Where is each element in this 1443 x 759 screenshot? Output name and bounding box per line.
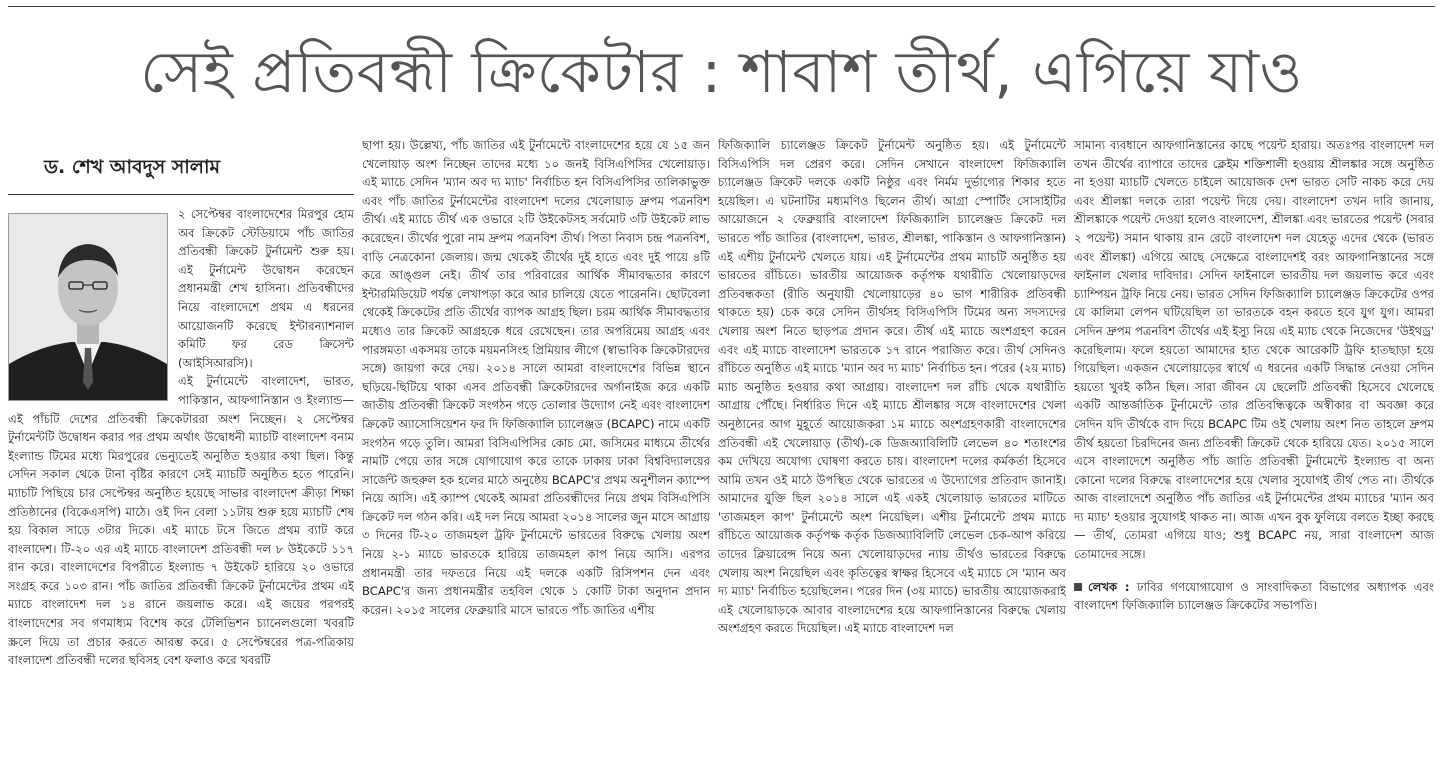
headline: সেই প্রতিবন্ধী ক্রিকেটার : শাবাশ তীর্থ, এগিয়ে যাও (140, 38, 1303, 106)
paragraph-col1: এই টুর্নামেন্টে বাংলাদেশ, ভারত, পাকিস্তান, আফগানিস্তান ও ইংল্যান্ড— এই পাঁচটি দেশের প্রতিবন্ধী ক্রিকেটাররা অংশ নিচ্ছেন। ২ সেপ্টেম্বর টুর্নামেন্টটি উদ্বোধন করার পর প্রথম অর্থাৎ উদ্বোধনী ম্যাচটি বাংলাদেশ বনাম ইংল্যান্ড টিমের মধ্যে মিরপুরের ভেন্যুতেই অনুষ্ঠিত হওয়ার কথা ছিল। কিন্তু সেদিন সকাল থেকে টানা বৃষ্টির কারণে সেই ম্যাচটি অনুষ্ঠিত হতে পারেনি। ম্যাচটি পিছিয়ে চার সেপ্টেম্বর অনুষ্ঠিত হয়েছে সাভার বাংলাদেশ ক্রীড়া শিক্ষা প্রতিষ্ঠানের (বিকেএসপি) মাঠে। ওই দিন বেলা ১১টায় শুরু হয়ে ম্যাচটি শেষ হয় বিকাল সাড়ে ৩টার দিকে। এই ম্যাচে টসে জিতে প্রথম ব্যাট করে বাংলাদেশ। টি-২০ এর এই ম্যাচে বাংলাদেশ প্রতিবন্ধী দল ৮ উইকেটে ১১৭ রান করে। বাংলাদেশের বিপরীতে ইংল্যান্ড ৭ উইকেট হারিয়ে ২০ ওভারে সংগ্রহ করে ১০৩ রান। পাঁচ জাতির প্রতিবন্ধী ক্রিকেট টুর্নামেন্টের প্রথম এই ম্যাচে বাংলাদেশ দল ১৪ রানে জয়লাভ করে। এই জয়ের পরপরই বাংলাদেশের সব গণমাধ্যম বিশেষ করে টেলিভিশন চ্যানেলগুলো খবরটি স্ক্রলে দিয়ে তা প্রচার করতে আরম্ভ করে। ৫ সেপ্টেম্বরের পত্র-পত্রিকায় বাংলাদেশ প্রতিবন্ধী দলের ছবিসহ বেশ ফলাও করে খবরটি (8, 374, 354, 668)
author-photo-icon (9, 214, 167, 400)
author-note-text: ঢাবির গণযোগাযোগ ও সাংবাদিকতা বিভাগের অধ্যাপক এবং বাংলাদেশ ফিজিক্যালি চ্যালেঞ্জড ক্রিকেটের সভাপতি। (1074, 579, 1434, 613)
column-3 (718, 136, 1066, 759)
byline-rule (8, 194, 354, 195)
paragraph-intro: ২ সেপ্টেম্বর বাংলাদেশের মিরপুর হোম অব ক্রিকেট স্টেডিয়ামে পাঁচ জাতির প্রতিবন্ধী ক্রিকেট টুর্নামেন্ট শুরু হয়। এই টুর্নামেন্ট উদ্বোধন করেছেন প্রধানমন্ত্রী শেখ হাসিনা। প্রতিবন্ধীদের নিয়ে বাংলাদেশে প্রথম এ ধরনের আয়োজনটি করেছে ইন্টারন্যাশনাল কমিটি ফর রেড ক্রিসেন্ট (আইসিআরসি)। (178, 207, 354, 370)
column-2 (362, 136, 710, 759)
author-note (1074, 578, 1434, 615)
paragraph-col2: ছাপা হয়। উল্লেখ্য, পাঁচ জাতির এই টুর্নামেন্টে বাংলাদেশের হয়ে যে ১৫ জন খেলোয়াড় অংশ নিচ্ছেন তাদের মধ্যে ১০ জনই বিসিএপিসির খেলোয়াড়। এই ম্যাচে সেদিন 'ম্যান অব দ্য ম্যাচ' নির্বাচিত হন বিসিএপিসির তালিকাভুক্ত এবং পাঁচ জাতির টুর্নামেন্টের বাংলাদেশ দলের খেলোয়াড় দ্রুপম পত্রনবিশ তীর্থ। এই ম্যাচে তীর্থ এক ওভারে ২টি উইকেটসহ সর্বমোট ৩টি উইকেট লাভ করেছেন। তীর্থের পুরো নাম দ্রুপম পত্রনবিশ তীর্থ। পিতা নিবাস চন্দ্র পত্রনবিশ, বাড়ি নেত্রকোনা জেলায়। জন্ম থেকেই তীর্থের দুই হাতে এবং দুই পায়ে ৪টি করে আঙ্গুল নেই। তীর্থ তার পরিবারের আর্থিক সীমাবদ্ধতার কারণে ইন্টারমিডিয়েট পর্যন্ত লেখাপড়া করে আর চালিয়ে যেতে পারেননি। ছোটবেলা থেকেই ক্রিকেটের প্রতি তীর্থের ব্যাপক আগ্রহ ছিল। চরম আর্থিক সীমাবদ্ধতার মধ্যেও তার ক্রিকেট আগ্রহকে ধরে রেখেছেন। তার অপরিমেয় আগ্রহ এবং পারঙ্গমতা একসময় তাকে ময়মনসিংহ প্রিমিয়ার লীগে (স্বাভাবিক ক্রিকেটারদের সঙ্গে) জায়গা করে দেয়। ২০১৪ সালে আমরা বাংলাদেশের বিভিন্ন স্থানে ছড়িয়ে-ছিটিয়ে থাকা এসব প্রতিবন্ধী ক্রিকেটারদের অর্গানাইজ করে একটি জাতীয় প্রতিবন্ধী ক্রিকেট সংগঠন গড়ে তোলার উদ্যোগ নেই এবং বাংলাদেশ ক্রিকেট অ্যাসোসিয়েশন ফর দি ফিজিক্যালি চ্যালেঞ্জড (BCAPC) নামে একটি সংগঠন গড়ে তুলি। আমরা বিসিএপিসির কোচ মো. জসিমের মাধ্যমে তীর্থের নামটি পেয়ে তার সঙ্গে যোগাযোগ করে তাকে ঢাকায় ঢাকা বিশ্ববিদ্যালয়ের সার্জেন্ট জহুরুল হক হলের মাঠে অনুষ্ঠেয় BCAPC'র প্রথম অনুশীলন ক্যাম্পে নিয়ে আসি। এই ক্যাম্প থেকেই আমরা প্রতিবন্ধীদের নিয়ে প্রথম বিসিএপিসি ক্রিকেট দল গঠন করি। এই দল নিয়ে আমরা ২০১৪ সালের জুন মাসে আগ্রায় ৩ দিনের টি-২০ তাজমহল ট্রফি টুর্নামেন্টে ভারতের বিরুদ্ধে খেলায় অংশ নিয়ে ২-১ ম্যাচে ভারতকে হারিয়ে তাজমহল কাপ নিয়ে আসি। এরপর প্রধানমন্ত্রী তার দফতরে নিয়ে এই দলকে একটি রিসিপশন দেন এবং BCAPC'র জন্য প্রধানমন্ত্রীর তহবিল থেকে ১ কোটি টাকা অনুদান প্রদান করেন। ২০১৫ সালের ফেব্রুয়ারি মাসে ভারতে পাঁচ জাতির এশীয় (362, 138, 710, 617)
column-4 (1074, 136, 1434, 759)
top-rule (8, 6, 1435, 7)
author-note-label: লেখক : (1088, 579, 1130, 594)
paragraph-col4: সামান্য ব্যবধানে আফগানিস্তানের কাছে পয়েন্ট হারায়। অতঃপর বাংলাদেশ দল তখন তীর্থের ব্যাপারে তাদের ক্লেইম শক্তিশালী হওয়ায় শ্রীলঙ্কার সঙ্গে অনুষ্ঠিত না হওয়া ম্যাচটি খেলতে চাইলে আয়োজক দেশ ভারত সেটি নাকচ করে দেয় এবং শ্রীলঙ্কা দলকে তারা পয়েন্ট দিয়ে দেয়। বাংলাদেশ তখন দাবি জানায়, শ্রীলঙ্কাকে পয়েন্ট দেওয়া হলেও বাংলাদেশ, শ্রীলঙ্কা এবং ভারতের পয়েন্ট (সবার ২ পয়েন্ট) সমান থাকায় রান রেটে বাংলাদেশ দল যেহেতু এদের থেকে (ভারত এবং শ্রীলঙ্কা) এগিয়ে আছে সেক্ষেত্রে বাংলাদেশই বরং আফগানিস্তানের সঙ্গে ফাইনাল খেলার দাবিদার। সেদিন ফাইনালে ভারতীয় দল জয়লাভ করে এবং চ্যাম্পিয়ন ট্রফি নিয়ে নেয়। ভারত সেদিন ফিজিক্যালি চ্যালেঞ্জড ক্রিকেটের ওপর যে কালিমা লেপন ঘটিয়েছিল তা ভারতকে বহন করতে হবে যুগ যুগ। আমরা সেদিন দ্রুপম পত্রনবিশ তীর্থের এই ইস্যু নিয়ে এই ম্যাচ থেকে নিজেদের 'উইথড্র' করেছিলাম। ফলে হয়তো আমাদের হাত থেকে আরেকটি ট্রফি হাতছাড়া হয়ে গিয়েছিল। একজন খেলোয়াড়ের স্বার্থে এ ধরনের একটি সিদ্ধান্ত নেওয়া সেদিন হয়তো খুবই কঠিন ছিল। সারা জীবন যে ছেলেটি প্রতিবন্ধী হিসেবে খেলেছে একটি আন্তর্জাতিক টুর্নামেন্টে তার প্রতিবন্ধিত্বকে অস্বীকার বা অবজ্ঞা করে সেদিন যদি তীর্থকে বাদ দিয়ে BCAPC টিম ওই খেলায় অংশ নিত তাহলে দ্রুপম তীর্থ হয়তো চিরদিনের জন্য প্রতিবন্ধী ক্রিকেট থেকে হারিয়ে যেত। ২০১৫ সালে এসে বাংলাদেশে অনুষ্ঠিত পাঁচ জাতি প্রতিবন্ধী টুর্নামেন্টে ইংল্যান্ড বা অন্য কোনো দলের বিরুদ্ধে বাংলাদেশের হয়ে খেলার সুযোগই তীর্থ পেত না। তীর্থকে আজ বাংলাদেশে অনুষ্ঠিত পাঁচ জাতির এই টুর্নামেন্টের প্রথম ম্যাচের 'ম্যান অব দ্য ম্যাচ' হওয়ার সুযোগই থাকত না। আজ এখন বুক ফুলিয়ে বলতে ইচ্ছা করছে— তীর্থ, তোমরা এগিয়ে যাও; শুধু BCAPC নয়, সারা বাংলাদেশ আজ তোমাদের সঙ্গে। (1074, 138, 1434, 562)
paragraph-col3: ফিজিক্যালি চ্যালেঞ্জড ক্রিকেট টুর্নামেন্ট অনুষ্ঠিত হয়। এই টুর্নামেন্টে বিসিএপিসি দল প্রেরণ করে। সেদিন সেখানে বাংলাদেশ ফিজিক্যালি চ্যালেঞ্জড ক্রিকেট দলকে একটি নিষ্ঠুর এবং নির্মম দুর্ভাগ্যের শিকার হতে হয়েছিল। এ ঘটনাটির মধ্যমণিও ছিলেন তীর্থ। আগ্রা স্পোর্টিং সোসাইটির আয়োজনে ২ ফেব্রুয়ারি বাংলাদেশ ফিজিক্যালি চ্যালেঞ্জড ক্রিকেট দল ভারতে পাঁচ জাতির (বাংলাদেশ, ভারত, শ্রীলঙ্কা, পাকিস্তান ও আফগানিস্তান) এই এশীয় টুর্নামেন্ট খেলতে যায়। এই টুর্নামেন্টের প্রথম ম্যাচটি অনুষ্ঠিত হয় ভারতের রাঁচিতে। ভারতীয় আয়োজক কর্তৃপক্ষ যথারীতি খেলোয়াড়দের প্রতিবন্ধকতা (রীতি অনুযায়ী খেলোয়াড়ের ৪০ ভাগ শারীরিক প্রতিবন্ধী থাকতে হয়) চেক করে সেদিন তীর্থসহ বিসিএপিসি টিমের অন্য সদস্যদের খেলায় অংশ নিতে ছাড়পত্র প্রদান করে। তীর্থ এই ম্যাচে অংশগ্রহণ করেন এবং এই ম্যাচে বাংলাদেশ ভারতকে ১৭ রানে পরাজিত করে। তীর্থ সেদিনও রাঁচিতে অনুষ্ঠিত এই ম্যাচে 'ম্যান অব দ্য ম্যাচ' নির্বাচিত হন। পরের (২য় ম্যাচ) ম্যাচ অনুষ্ঠিত হওয়ার কথা আগ্রায়। বাংলাদেশ দল রাঁচি থেকে যথারীতি আগ্রায় পৌঁছে। নির্ধারিত দিনে এই ম্যাচে শ্রীলঙ্কার সঙ্গে বাংলাদেশের খেলা অনুষ্ঠানের আগ মুহূর্তে আয়োজকরা ১ম ম্যাচে অংশগ্রহণকারী বাংলাদেশের প্রতিবন্ধী এই খেলোয়াড় (তীর্থ)-কে ডিজঅ্যাবিলিটি লেভেল ৪০ শতাংশের কম দেখিয়ে অযোগ্য ঘোষণা করতে চায়। বাংলাদেশ দলের কর্মকর্তা হিসেবে আমি তখন ওই মাঠে উপস্থিত থেকে ভারতের এ উদ্যোগের প্রতিবাদ জানাই। আমাদের যুক্তি ছিল ২০১৪ সালে এই একই খেলোয়াড় ভারতের মাটিতে 'তাজমহল কাপ' টুর্নামেন্টে অংশ নিয়েছিল। এশীয় টুর্নামেন্টে প্রথম ম্যাচে রাঁচিতে আয়োজক কর্তৃপক্ষ কর্তৃক ডিজঅ্যাবিলিটি লেভেল চেক-আপ করিয়ে তাদের ক্লিয়ারেন্স নিয়ে অন্য খেলোয়াড়দের ন্যায় তীর্থও ভারতের বিরুদ্ধে খেলায় অংশ নিয়েছিল এবং কৃতিত্বের স্বাক্ষর হিসেবে এই ম্যাচে সে 'ম্যান অব দ্য ম্যাচ' নির্বাচিত হয়েছিলেন। পরের দিন (৩য় ম্যাচে) ভারতীয় আয়োজকরাই এই খেলোয়াড়কে আবার বাংলাদেশের হয়ে আফগানিস্তানের বিরুদ্ধে খেলায় অংশগ্রহণ করতে দিয়েছিল। এই ম্যাচে বাংলাদেশ দল (718, 138, 1066, 636)
square-bullet-icon (1074, 583, 1082, 591)
column-1 (8, 136, 354, 759)
author-photo (8, 213, 168, 401)
byline: ড. শেখ আবদুস সালাম (44, 156, 221, 178)
